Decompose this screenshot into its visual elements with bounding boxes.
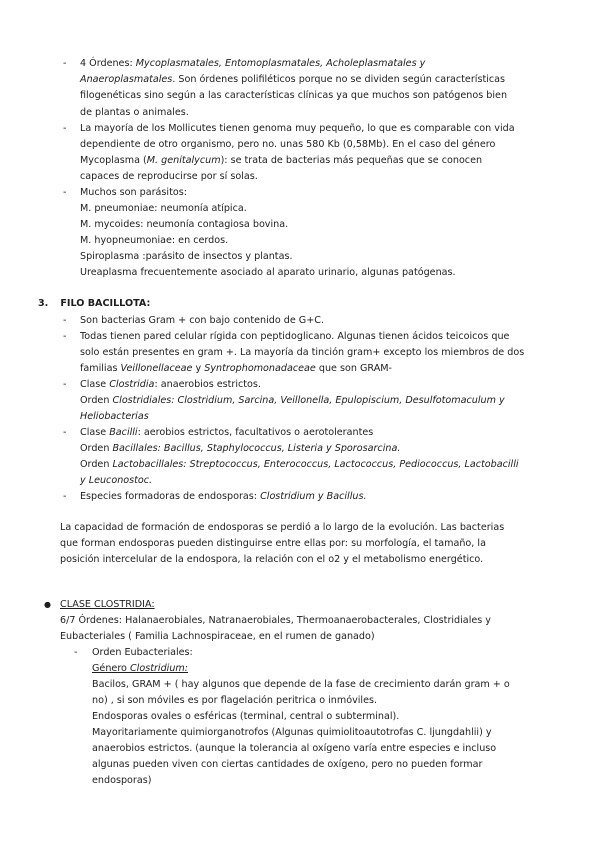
- list-bullet: -: [63, 315, 67, 326]
- text-line: Endosporas ovales o esféricas (terminal, central o subterminal).: [92, 711, 400, 722]
- list-bullet: -: [63, 379, 67, 390]
- list-bullet: -: [74, 647, 78, 658]
- list-item-clostridia: Clase Clostridia: anaerobios estrictos.: [80, 379, 261, 390]
- list-item-gram: Son bacterias Gram + con bajo contenido de G+C.: [80, 315, 325, 326]
- text-line: Ureaplasma frecuentemente asociado al aparato urinario, algunas patógenas.: [80, 267, 456, 278]
- text-line: Mycoplasma (M. genitalycum): se trata de bacterias más pequeñas que se conocen: [80, 155, 483, 166]
- text-line: capaces de reproducirse por sí solas.: [80, 171, 258, 182]
- list-bullet: -: [63, 331, 67, 342]
- text-line: familias Veillonellaceae y Syntrophomonadaceae que son GRAM-: [80, 363, 392, 374]
- text-line: M. hyopneumoniae: en cerdos.: [80, 235, 229, 246]
- text-line: Mayoritariamente quimiorganotrofos (Algunas quimiolitoautotrofas C. ljungdahlii) y: [92, 727, 492, 738]
- list-bullet: -: [63, 187, 67, 198]
- list-item-pared: Todas tienen pared celular rígida con peptidoglicano. Algunas tienen ácidos teicoicos que: [80, 331, 510, 342]
- text-line: 6/7 Órdenes: Halanaerobiales, Natranaerobiales, Thermoanaerobacterales, Clostridiales y: [60, 615, 491, 626]
- list-item-endosporas: Especies formadoras de endosporas: Clostridium y Bacillus.: [80, 491, 367, 502]
- text-line: endosporas): [92, 775, 152, 786]
- text-line: Anaeroplasmatales. Son órdenes polifiléticos porque no se dividen según características: [80, 74, 506, 85]
- list-bullet: -: [63, 58, 67, 69]
- text-line: de plantas o animales.: [80, 107, 189, 118]
- text-line: M. pneumoniae: neumonía atípica.: [80, 203, 247, 214]
- paragraph-line: que forman endosporas pueden distinguirse entre ellas por: su morfología, el tamaño, la: [60, 538, 486, 549]
- list-item-genoma: La mayoría de los Mollicutes tienen genoma muy pequeño, lo que es comparable con vida: [80, 123, 515, 134]
- list-item-parasitos: Muchos son parásitos:: [80, 187, 187, 198]
- text-line: solo están presentes en gram +. La mayoría da tinción gram+ excepto los miembros de dos: [80, 347, 525, 358]
- bullet-dot: ●: [44, 600, 51, 609]
- text-line: y Leuconostoc.: [80, 475, 153, 486]
- list-item-ordenes: 4 Órdenes: Mycoplasmatales, Entomoplasmatales, Acholeplasmatales y: [80, 58, 426, 69]
- text-line: Eubacteriales ( Familia Lachnospiraceae, en el rumen de ganado): [60, 631, 375, 642]
- text-line: filogenéticas sino según a las características clínicas ya que muchos son patógenos bien: [80, 90, 508, 101]
- list-bullet: -: [63, 491, 67, 502]
- text-line: Heliobacterias: [80, 411, 149, 422]
- paragraph-line: posición intercelular de la endospora, la relación con el o2 y el metabolismo energético.: [60, 554, 484, 565]
- list-item-bacilli: Clase Bacilli: aerobios estrictos, facultativos o aerotolerantes: [80, 427, 374, 438]
- text-line: M. mycoides: neumonía contagiosa bovina.: [80, 219, 289, 230]
- text-line: no) , si son móviles es por flagelación peritrica o inmóviles.: [92, 695, 378, 706]
- text-line: Orden Bacillales: Bacillus, Staphylococcus, Listeria y Sporosarcina.: [80, 443, 401, 454]
- text-line: Spiroplasma :parásito de insectos y plantas.: [80, 251, 293, 262]
- text-line: Bacilos, GRAM + ( hay algunos que depende de la fase de crecimiento darán gram + o: [92, 679, 510, 690]
- text-line: algunas pueden viven con ciertas cantidades de oxígeno, pero no pueden formar: [92, 759, 483, 770]
- text-line: Orden Lactobacillales: Streptococcus, Enterococcus, Lactococcus, Pediococcus, Lactobacilli: [80, 459, 519, 470]
- list-bullet: -: [63, 427, 67, 438]
- genero-label: Género Clostridium:: [92, 663, 189, 674]
- sub-list-item-eubacteriales: Orden Eubacteriales:: [92, 647, 193, 658]
- text-line: Orden Clostridiales: Clostridium, Sarcina, Veillonella, Epulopiscium, Desulfotomaculum y: [80, 395, 505, 406]
- text-line: anaerobios estrictos. (aunque la tolerancia al oxígeno varía entre especies e incluso: [92, 743, 497, 754]
- section-heading: 3. FILO BACILLOTA:: [38, 298, 151, 309]
- text-line: dependiente de otro organismo, pero no. unas 580 Kb (0,58Mb). En el caso del género: [80, 139, 496, 150]
- list-bullet: -: [63, 123, 67, 134]
- clostridia-heading: CLASE CLOSTRIDIA:: [60, 599, 155, 610]
- paragraph-line: La capacidad de formación de endosporas se perdió a lo largo de la evolución. Las bacterias: [60, 522, 505, 533]
